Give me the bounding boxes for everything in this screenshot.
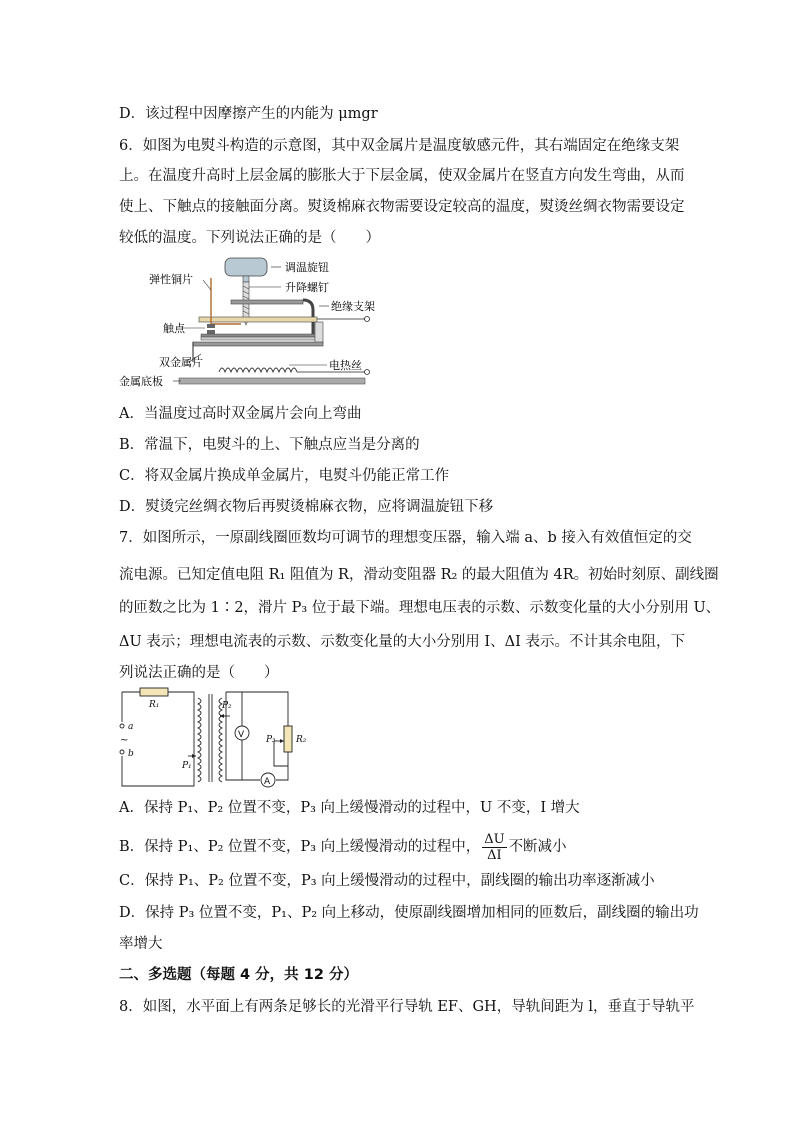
q6-stem-line-2: 上。在温度升高时上层金属的膨胀大于下层金属，使双金属片在竖直方向发生弯曲，从而 [119, 168, 685, 184]
q7-option-b-suffix: 不断减小 [508, 839, 567, 855]
voltmeter-label: V [238, 730, 245, 740]
section-title: 二、多选题（每题 4 分，共 12 分） [119, 967, 358, 983]
q6-stem-line-4: 较低的温度。下列说法正确的是（ ） [119, 230, 380, 246]
label-heater: 电热丝 [329, 359, 362, 372]
q7-option-b [119, 830, 567, 864]
q7-option-b-prefix: B．保持 P₁、P₂ 位置不变，P₃ 向上缓慢滑动的过程中， [119, 839, 481, 855]
transformer-circuit [118, 686, 308, 792]
label-support: 绝缘支架 [331, 300, 375, 313]
q7-option-a: A．保持 P₁、P₂ 位置不变，P₃ 向上缓慢滑动的过程中，U 不变，I 增大 [119, 800, 580, 816]
q8-stem-line-1: 8．如图，水平面上有两条足够长的光滑平行导轨 EF、GH，导轨间距为 l，垂直于导轨平 [119, 999, 695, 1015]
label-bimetal: 双金属片 [159, 356, 203, 369]
label-base: 金属底板 [119, 375, 163, 388]
label-p3: P₃ [266, 735, 276, 745]
label-screw: 升降螺钉 [285, 281, 329, 294]
label-p1: P₁ [182, 761, 192, 771]
q7-option-d-line-1: D．保持 P₃ 位置不变，P₁、P₂ 向上移动，使原副线圈增加相同的匝数后，副线圈的输出功 [119, 905, 699, 921]
q6-option-a: A．当温度过高时双金属片会向上弯曲 [119, 406, 362, 422]
q7-stem-line-1: 7．如图所示，一原副线圈匝数均可调节的理想变压器，输入端 a、b 接入有效值恒定的交 [119, 530, 692, 546]
frac-numerator: ΔU [484, 831, 505, 847]
delta-u-over-delta-i [482, 832, 506, 863]
label-knob: 调温旋钮 [285, 261, 329, 274]
label-b: b [128, 749, 134, 759]
ammeter-label: A [264, 777, 271, 787]
q7-option-c: C．保持 P₁、P₂ 位置不变，P₃ 向上缓慢滑动的过程中，副线圈的输出功率逐渐减小 [119, 873, 655, 889]
iron-diagram [119, 254, 389, 396]
q7-option-d-line-2: 率增大 [119, 936, 163, 952]
q6-stem-line-3: 使上、下触点的接触面分离。熨烫棉麻衣物需要设定较高的温度，熨烫丝绸衣物需要设定 [119, 199, 685, 215]
q7-stem-line-2: 流电源。已知定值电阻 R₁ 阻值为 R，滑动变阻器 R₂ 的最大阻值为 4R。初始时刻原、副线圈 [119, 567, 719, 583]
label-p2: P₂ [222, 701, 232, 711]
q6-stem-line-1: 6．如图为电熨斗构造的示意图，其中双金属片是温度敏感元件，其右端固定在绝缘支架 [119, 138, 680, 154]
q7-stem-line-5: 列说法正确的是（ ） [119, 665, 279, 681]
label-copper: 弹性铜片 [149, 273, 193, 286]
label-r1: R₁ [149, 700, 160, 710]
label-a: a [128, 722, 134, 732]
label-r2: R₂ [296, 735, 307, 745]
q6-option-d: D．熨烫完丝绸衣物后再熨烫棉麻衣物，应将调温旋钮下移 [119, 499, 494, 515]
q6-option-c: C．将双金属片换成单金属片，电熨斗仍能正常工作 [119, 468, 450, 484]
label-ac-source: ~ [120, 735, 129, 746]
q7-stem-line-4: ΔU 表示；理想电流表的示数、示数变化量的大小分别用 I、ΔI 表示。不计其余电阻，下 [119, 634, 685, 650]
q6-option-b: B．常温下，电熨斗的上、下触点应当是分离的 [119, 437, 420, 453]
label-contact: 触点 [163, 322, 185, 335]
q5-option-d: D．该过程中因摩擦产生的内能为 μmgr [119, 106, 378, 122]
frac-denominator: ΔI [487, 847, 502, 863]
q7-stem-line-3: 的匝数之比为 1∶2，滑片 P₃ 位于最下端。理想电压表的示数、示数变化量的大小分别用 U、 [119, 600, 721, 616]
